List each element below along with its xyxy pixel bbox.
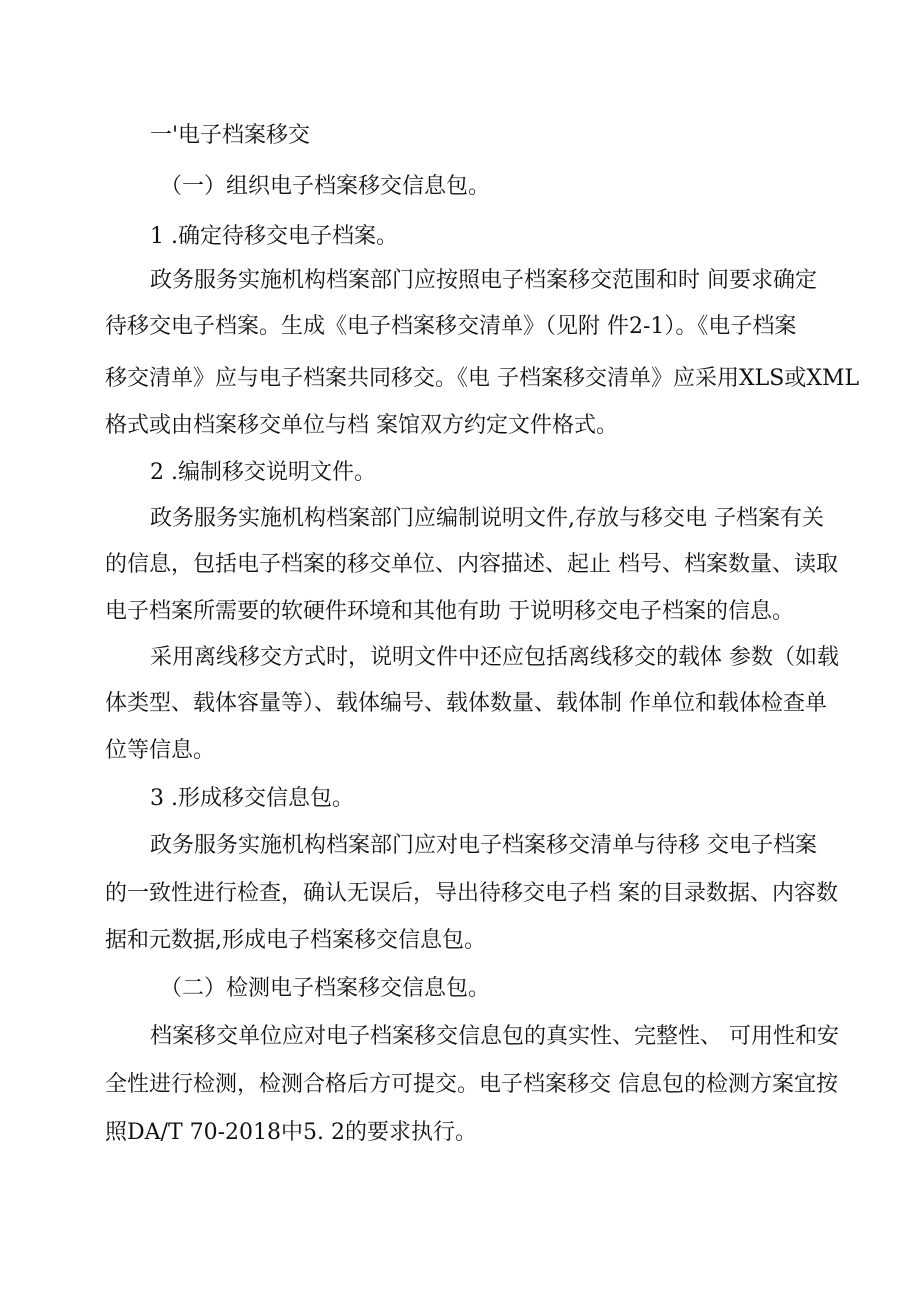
item-1-paragraph-line: 格式或由档案移交单位与档 案馆双方约定文件格式。 [105,413,618,438]
item-3-paragraph-line: 据和元数据,形成电子档案移交信息包。 [105,928,486,953]
item-2-paragraph-line: 采用离线移交方式时，说明文件中还应包括离线移交的载体 参数（如载 [150,645,839,670]
item-2-paragraph-line: 电子档案所需要的软硬件环境和其他有助 于说明移交电子档案的信息。 [105,599,794,624]
item-1-paragraph-line: 政务服务实施机构档案部门应按照电子档案移交范围和时 间要求确定 [150,268,817,293]
item-1-paragraph-line: 待移交电子档案。生成《电子档案移交清单》（见附 件2-1）。《电子档案 [105,314,797,339]
item-2-paragraph-line: 体类型、载体容量等）、载体编号、载体数量、载体制 作单位和载体检查单 [105,691,827,716]
item-3-paragraph-line: 的一致性进行检查，确认无误后，导出待移交电子档 案的目录数据、内容数 [105,881,838,906]
section-2-paragraph-line: 全性进行检测，检测合格后方可提交。电子档案移交 信息包的检测方案宜按 [105,1072,838,1097]
item-3-paragraph-line: 政务服务实施机构档案部门应对电子档案移交清单与待移 交电子档案 [150,833,817,858]
item-1-paragraph-line: 移交清单》应与电子档案共同移交。《电 子档案移交清单》应采用XLS或XML [105,366,860,391]
section-1-title: （一）组织电子档案移交信息包。 [160,174,491,199]
section-2-paragraph-line: 照DA/T 70-2018中5. 2的要求执行。 [105,1120,478,1145]
item-1-title: 1 .确定待移交电子档案。 [150,224,398,249]
section-2-title: （二）检测电子档案移交信息包。 [160,976,491,1001]
item-2-paragraph-line: 位等信息。 [105,738,216,763]
item-2-paragraph-line: 政务服务实施机构档案部门应编制说明文件,存放与移交电 子档案有关 [150,506,824,531]
item-2-title: 2 .编制移交说明文件。 [150,460,376,485]
item-2-paragraph-line: 的信息，包括电子档案的移交单位、内容描述、起止 档号、档案数量、读取 [105,552,838,577]
section-2-paragraph-line: 档案移交单位应对电子档案移交信息包的真实性、完整性、 可用性和安 [150,1024,839,1049]
heading: 一'电子档案移交 [150,123,311,148]
item-3-title: 3 .形成移交信息包。 [150,786,354,811]
